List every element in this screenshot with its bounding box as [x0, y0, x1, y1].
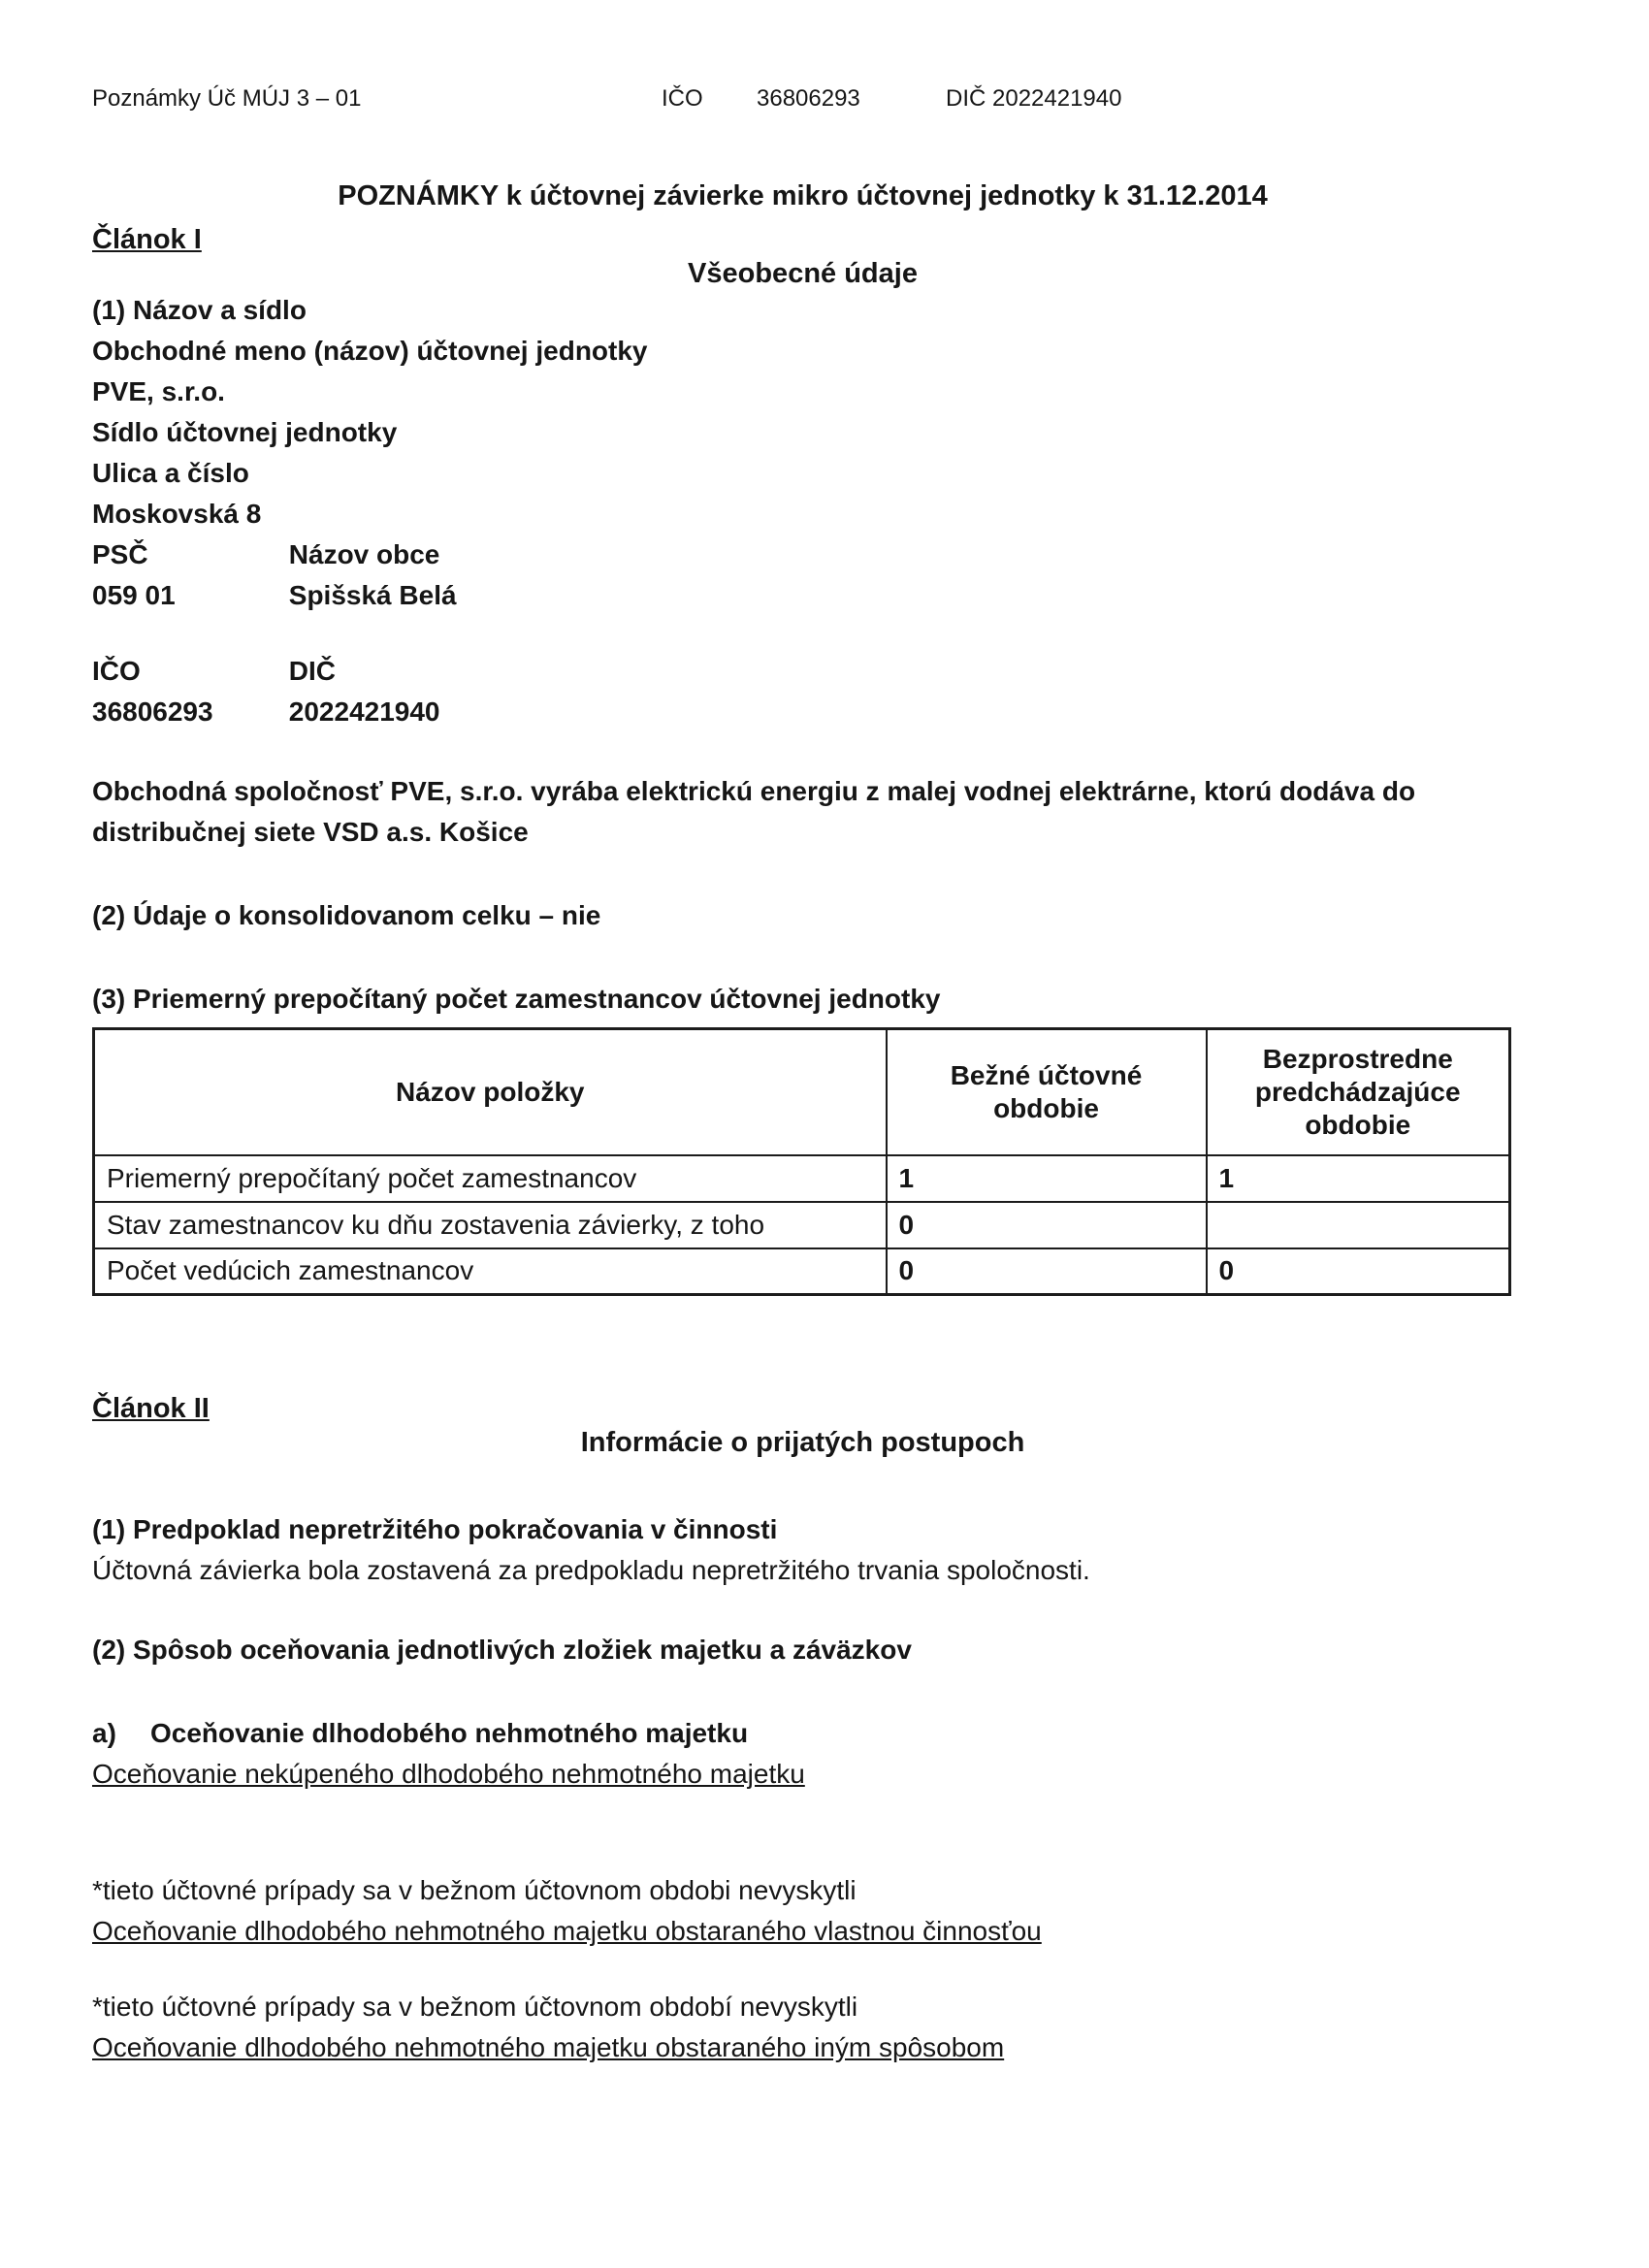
street-label: Ulica a číslo — [92, 458, 249, 488]
document-header — [92, 85, 1513, 124]
psc-city-labels — [92, 535, 1513, 575]
ico-dic-labels — [92, 651, 1513, 692]
psc-city-values — [92, 575, 1513, 616]
city-label: Názov obce — [288, 539, 440, 569]
ico-label: IČO — [92, 656, 141, 686]
own-activity-heading: Oceňovanie dlhodobého nehmotného majetku obstaraného vlastnou činnosťou — [92, 1916, 1042, 1946]
article-2-subtitle: Informácie o prijatých postupoch — [580, 1427, 1025, 1458]
col-header-name: Názov položky — [94, 1029, 887, 1155]
document-title: POZNÁMKY k účtovnej závierke mikro účtovnej jednotky k 31.12.2014 — [338, 180, 1268, 211]
consolidation-line: (2) Údaje o konsolidovanom celku – nie — [92, 900, 601, 930]
note-2: *tieto účtovné prípady sa v bežnom účtovnom období nevyskytli — [92, 1992, 858, 2022]
psc-label: PSČ — [92, 539, 148, 569]
document-content — [92, 0, 1513, 2068]
row-name: Počet vedúcich zamestnancov — [94, 1248, 887, 1295]
row-previous: 0 — [1207, 1248, 1510, 1295]
header-dic-value: DIČ 2022421940 — [946, 85, 1122, 112]
valuation-heading: (2) Spôsob oceňovania jednotlivých zložiek majetku a záväzkov — [92, 1635, 912, 1665]
header-ico-label: IČO — [662, 85, 703, 112]
header-ico-value: 36806293 — [757, 85, 860, 112]
city-value: Spišská Belá — [288, 580, 457, 610]
table-row — [94, 1202, 1510, 1248]
ico-dic-values — [92, 692, 1513, 732]
row-current: 0 — [887, 1248, 1207, 1295]
item-a-marker: a) — [92, 1718, 116, 1748]
going-concern-text: Účtovná závierka bola zostavená za predpokladu nepretržitého trvania spoločnosti. — [92, 1555, 1090, 1585]
article-1-subtitle: Všeobecné údaje — [688, 258, 918, 289]
dic-label: DIČ — [288, 656, 337, 686]
going-concern-heading: (1) Predpoklad nepretržitého pokračovania v činnosti — [92, 1514, 778, 1544]
dic-value: 2022421940 — [288, 697, 440, 727]
row-name: Stav zamestnancov ku dňu zostavenia závierky, z toho — [94, 1202, 887, 1248]
article-1-heading: Článok I — [92, 224, 202, 255]
not-purchased-heading: Oceňovanie nekúpeného dlhodobého nehmotného majetku — [92, 1759, 805, 1789]
business-name-label: Obchodné meno (názov) účtovnej jednotky — [92, 336, 648, 366]
row-current: 1 — [887, 1155, 1207, 1202]
note-1: *tieto účtovné prípady sa v bežnom účtovnom obdobi nevyskytli — [92, 1875, 857, 1905]
employees-table-caption: (3) Priemerný prepočítaný počet zamestnancov účtovnej jednotky — [92, 984, 941, 1014]
table-row — [94, 1155, 1510, 1202]
row-name: Priemerný prepočítaný počet zamestnancov — [94, 1155, 887, 1202]
row-previous — [1207, 1202, 1510, 1248]
row-current: 0 — [887, 1202, 1207, 1248]
item-a-heading — [92, 1713, 1513, 1754]
company-description: Obchodná spoločnosť PVE, s.r.o. vyrába elektrickú energiu z malej vodnej elektrárne, ktorú dodáva do distribučnej siete VSD a.s. Košice — [92, 776, 1416, 847]
other-way-heading: Oceňovanie dlhodobého nehmotného majetku obstaraného iným spôsobom — [92, 2032, 1005, 2062]
table-row — [94, 1248, 1510, 1295]
col-header-previous: Bezprostredne predchádzajúce obdobie — [1207, 1029, 1510, 1155]
item-a-label: Oceňovanie dlhodobého nehmotného majetku — [150, 1718, 749, 1748]
ico-value: 36806293 — [92, 697, 213, 727]
business-name-value: PVE, s.r.o. — [92, 376, 225, 406]
article-2-heading: Článok II — [92, 1393, 210, 1424]
col-header-current: Bežné účtovné obdobie — [887, 1029, 1207, 1155]
row-previous: 1 — [1207, 1155, 1510, 1202]
employees-table — [92, 1027, 1511, 1296]
form-code: Poznámky Úč MÚJ 3 – 01 — [92, 85, 362, 112]
employees-table-header-row — [94, 1029, 1510, 1155]
section-name-seat-heading: (1) Názov a sídlo — [92, 295, 307, 325]
seat-label: Sídlo účtovnej jednotky — [92, 417, 398, 447]
street-value: Moskovská 8 — [92, 499, 262, 529]
psc-value: 059 01 — [92, 580, 176, 610]
